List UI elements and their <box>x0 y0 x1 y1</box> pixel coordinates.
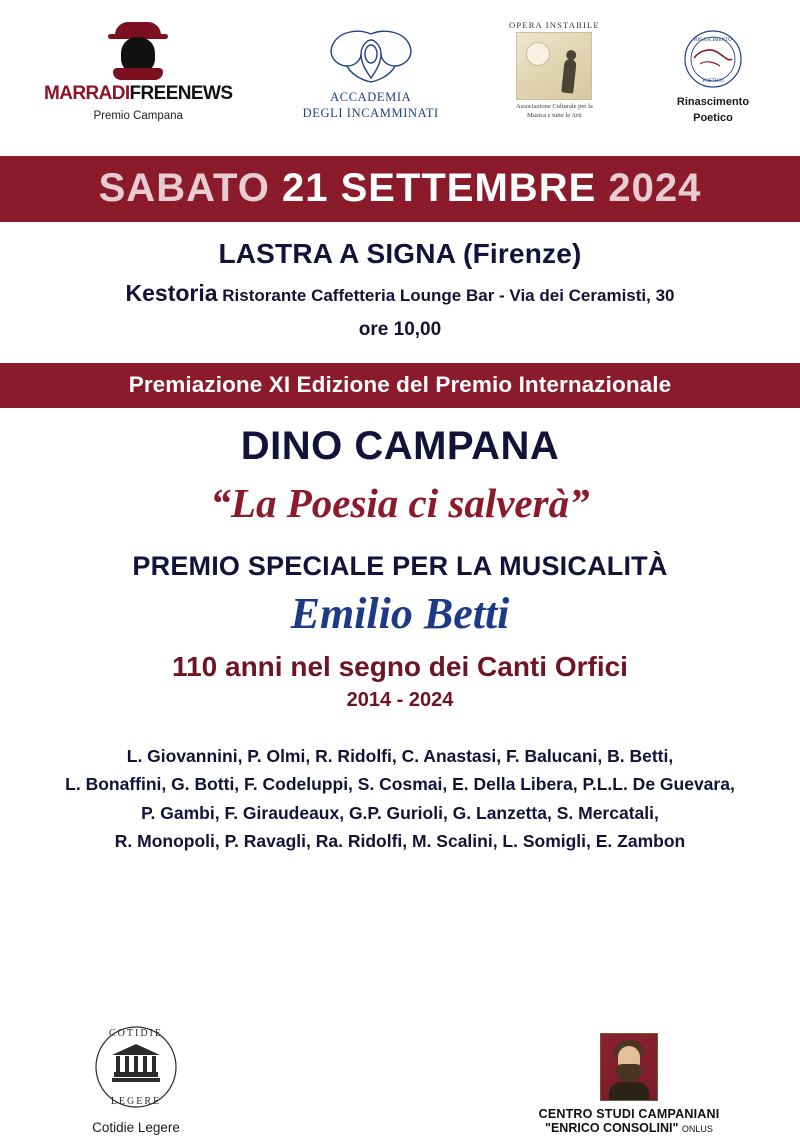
venue-place-detail: Ristorante Caffetteria Lounge Bar - Via dei Ceramisti, 30 <box>222 286 675 305</box>
participants-line: L. Bonaffini, G. Botti, F. Codeluppi, S. Cosmai, E. Della Libera, P.L.L. De Guevara, <box>65 774 735 795</box>
anniversary-years: 2014 - 2024 <box>346 689 454 711</box>
participants-list <box>44 742 756 855</box>
centro-studi-name: "ENRICO CONSOLINI" <box>545 1121 679 1135</box>
date-day: 21 <box>281 166 329 210</box>
accademia-line1: ACCADEMIA <box>330 90 412 104</box>
logo-rinascimento-poetico <box>670 28 756 126</box>
rinascimento-line2: Poetico <box>693 111 733 124</box>
centro-studi-onlus: ONLUS <box>681 1124 713 1134</box>
special-prize-title: PREMIO SPECIALE PER LA MUSICALITÀ <box>132 551 668 581</box>
date-month: SETTEMBRE <box>340 166 597 210</box>
cotidie-label: Cotidie Legere <box>92 1120 180 1135</box>
opera-subtitle: Associazione Culturale per la Musica e tutte le Arti <box>516 103 593 119</box>
date-line <box>0 168 800 208</box>
date-banner <box>0 156 800 222</box>
logo-centro-studi-campaniani <box>504 1033 754 1135</box>
award-banner: Premiazione XI Edizione del Premio Internazionale <box>0 363 800 408</box>
date-weekday: SABATO <box>98 166 270 210</box>
anniversary-text: 110 anni nel segno dei Canti Orfici <box>172 651 628 682</box>
svg-text:RINASCIMENTO: RINASCIMENTO <box>694 38 732 43</box>
heraldic-crest-icon <box>317 26 425 88</box>
centro-studi-line2 <box>545 1121 713 1135</box>
venue-city: LASTRA A SIGNA (Firenze) <box>218 238 582 269</box>
venue-time: ore 10,00 <box>358 319 442 340</box>
rinascimento-line1: Rinascimento <box>676 96 750 108</box>
marradi-subtitle: Premio Campana <box>93 110 183 122</box>
svg-text:POETICO: POETICO <box>702 79 724 84</box>
portrait-hat-icon <box>107 18 169 80</box>
library-building-seal-icon <box>84 1022 188 1116</box>
marradi-wordmark <box>44 83 232 105</box>
logo-cotidie-legere <box>46 1022 226 1135</box>
artwork-moon-figure-icon <box>516 32 592 100</box>
prize-section <box>0 408 800 712</box>
opera-title: OPERA INSTABILE <box>509 20 600 30</box>
centro-studi-line1: CENTRO STUDI CAMPANIANI <box>538 1107 720 1121</box>
participants-line: R. Monopoli, P. Ravagli, Ra. Ridolfi, M. Scalini, L. Somigli, E. Zambon <box>114 831 686 852</box>
prize-motto: “La Poesia ci salverà” <box>210 480 590 526</box>
venue-place <box>20 280 780 307</box>
venue-section <box>0 222 800 347</box>
prize-name: DINO CAMPANA <box>240 424 560 468</box>
logo-bar <box>0 0 800 150</box>
logo-marradi-free-news <box>44 18 232 122</box>
poet-portrait-icon <box>600 1033 658 1101</box>
svg-text:COTIDIE: COTIDIE <box>109 1028 163 1039</box>
marradi-word-red: MARRADI <box>44 83 130 104</box>
footer <box>0 995 800 1135</box>
marradi-word-black: FREENEWS <box>129 83 233 104</box>
svg-text:LEGERE: LEGERE <box>110 1096 162 1107</box>
accademia-line2: DEGLI INCAMMINATI <box>302 105 439 120</box>
date-year: 2024 <box>608 166 702 210</box>
special-prize-name: Emilio Betti <box>290 589 510 638</box>
participants-line: L. Giovannini, P. Olmi, R. Ridolfi, C. Anastasi, F. Balucani, B. Betti, <box>126 746 674 766</box>
logo-accademia-incamminati <box>303 26 439 121</box>
participants-line: P. Gambi, F. Giraudeaux, G.P. Gurioli, G. Lanzetta, S. Mercatali, <box>141 802 659 823</box>
venue-place-name: Kestoria <box>125 280 218 306</box>
logo-opera-instabile <box>509 20 600 121</box>
round-seal-icon <box>670 28 756 94</box>
